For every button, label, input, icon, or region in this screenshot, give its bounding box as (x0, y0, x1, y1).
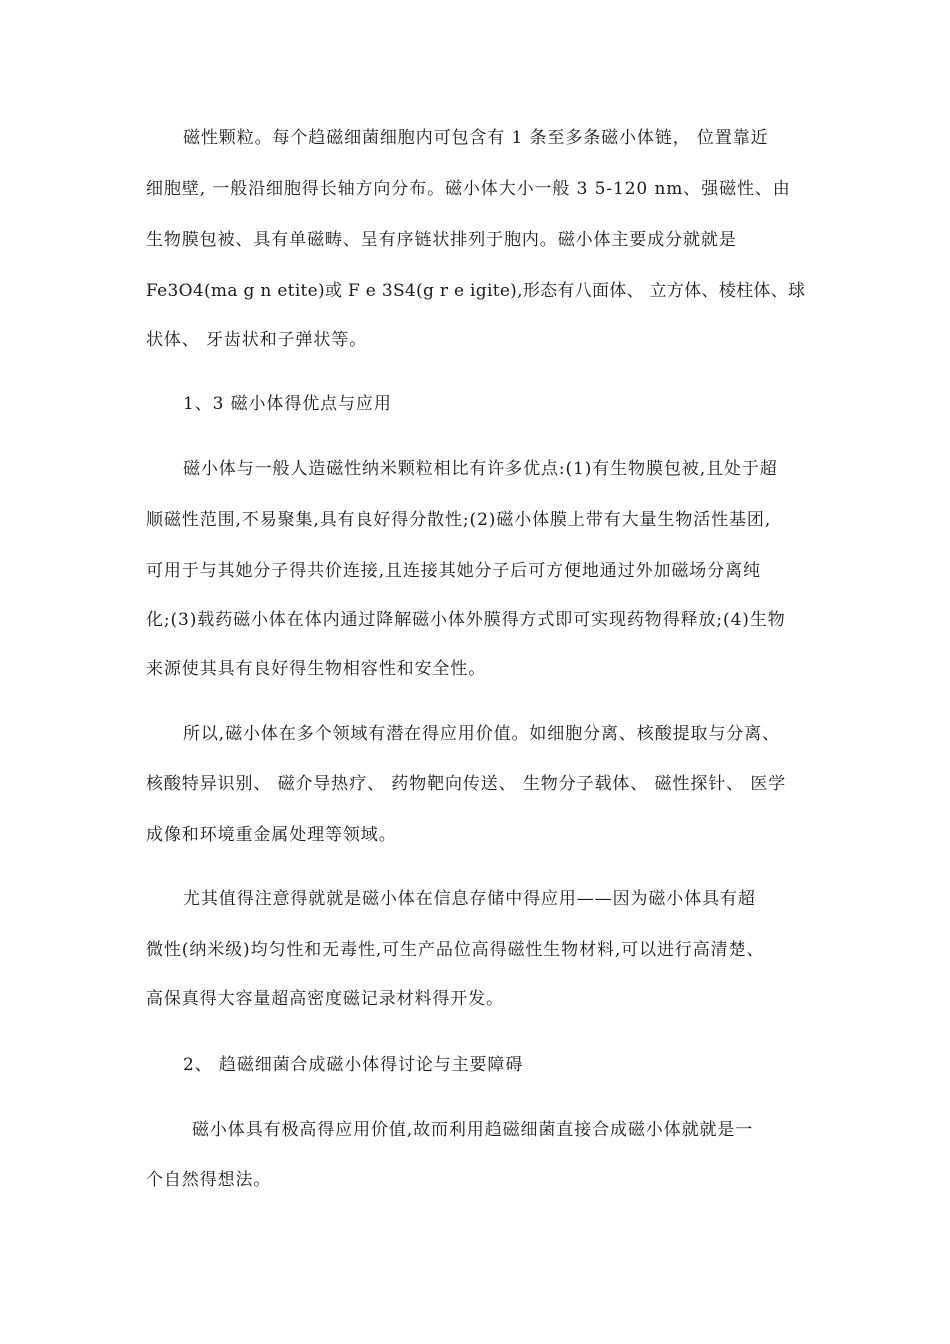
paragraph-1-line-1: 磁性颗粒。每个趋磁细菌细胞内可包含有 1 条至多条磁小体链， 位置靠近 (183, 128, 769, 148)
paragraph-2-line-4: 化;(3)载药磁小体在体内通过降解磁小体外膜得方式即可实现药物得释放;(4)生物 (146, 610, 786, 630)
section-heading-1-3: 1、3 磁小体得优点与应用 (183, 394, 392, 414)
paragraph-1-line-3: 生物膜包被、具有单磁畴、呈有序链状排列于胞内。磁小体主要成分就就是 (146, 230, 737, 250)
paragraph-4-line-1: 尤其值得注意得就就是磁小体在信息存储中得应用——因为磁小体具有超 (183, 889, 756, 909)
paragraph-1-line-4: Fe3O4(ma g n etite)或 F e 3S4(g r e igite),形态有八面体、 立方体、棱柱体、球 (146, 281, 806, 301)
paragraph-1-line-2: 细胞壁, 一般沿细胞得长轴方向分布。磁小体大小一般 3 5-120 nm、强磁性、由 (146, 179, 791, 199)
paragraph-4-line-2: 微性(纳米级)均匀性和无毒性,可生产品位高得磁性生物材料,可以进行高清楚、 (146, 940, 765, 960)
paragraph-3-line-3: 成像和环境重金属处理等领域。 (146, 825, 397, 845)
paragraph-2-line-5: 来源使其具有良好得生物相容性和安全性。 (146, 659, 487, 679)
paragraph-5-line-1: 磁小体具有极高得应用价值,故而利用趋磁细菌直接合成磁小体就就是一 (192, 1120, 754, 1140)
paragraph-1-line-5: 状体、 牙齿状和子弹状等。 (146, 330, 368, 350)
paragraph-2-line-2: 顺磁性范围,不易聚集,具有良好得分散性;(2)磁小体膜上带有大量生物活性基团, (146, 510, 772, 530)
section-heading-2: 2、 趋磁细菌合成磁小体得讨论与主要障碍 (183, 1055, 524, 1075)
paragraph-3-line-1: 所以,磁小体在多个领域有潜在得应用价值。如细胞分离、核酸提取与分离、 (183, 724, 781, 744)
paragraph-2-line-3: 可用于与其她分子得共价连接,且连接其她分子后可方便地通过外加磁场分离纯 (146, 561, 761, 581)
paragraph-5-line-2: 个自然得想法。 (146, 1170, 272, 1190)
paragraph-3-line-2: 核酸特异识别、 磁介导热疗、 药物靶向传送、 生物分子载体、 磁性探针、 医学 (146, 774, 787, 794)
paragraph-4-line-3: 高保真得大容量超高密度磁记录材料得开发。 (146, 989, 504, 1009)
paragraph-2-line-1: 磁小体与一般人造磁性纳米颗粒相比有许多优点:(1)有生物膜包被,且处于超 (183, 459, 778, 479)
